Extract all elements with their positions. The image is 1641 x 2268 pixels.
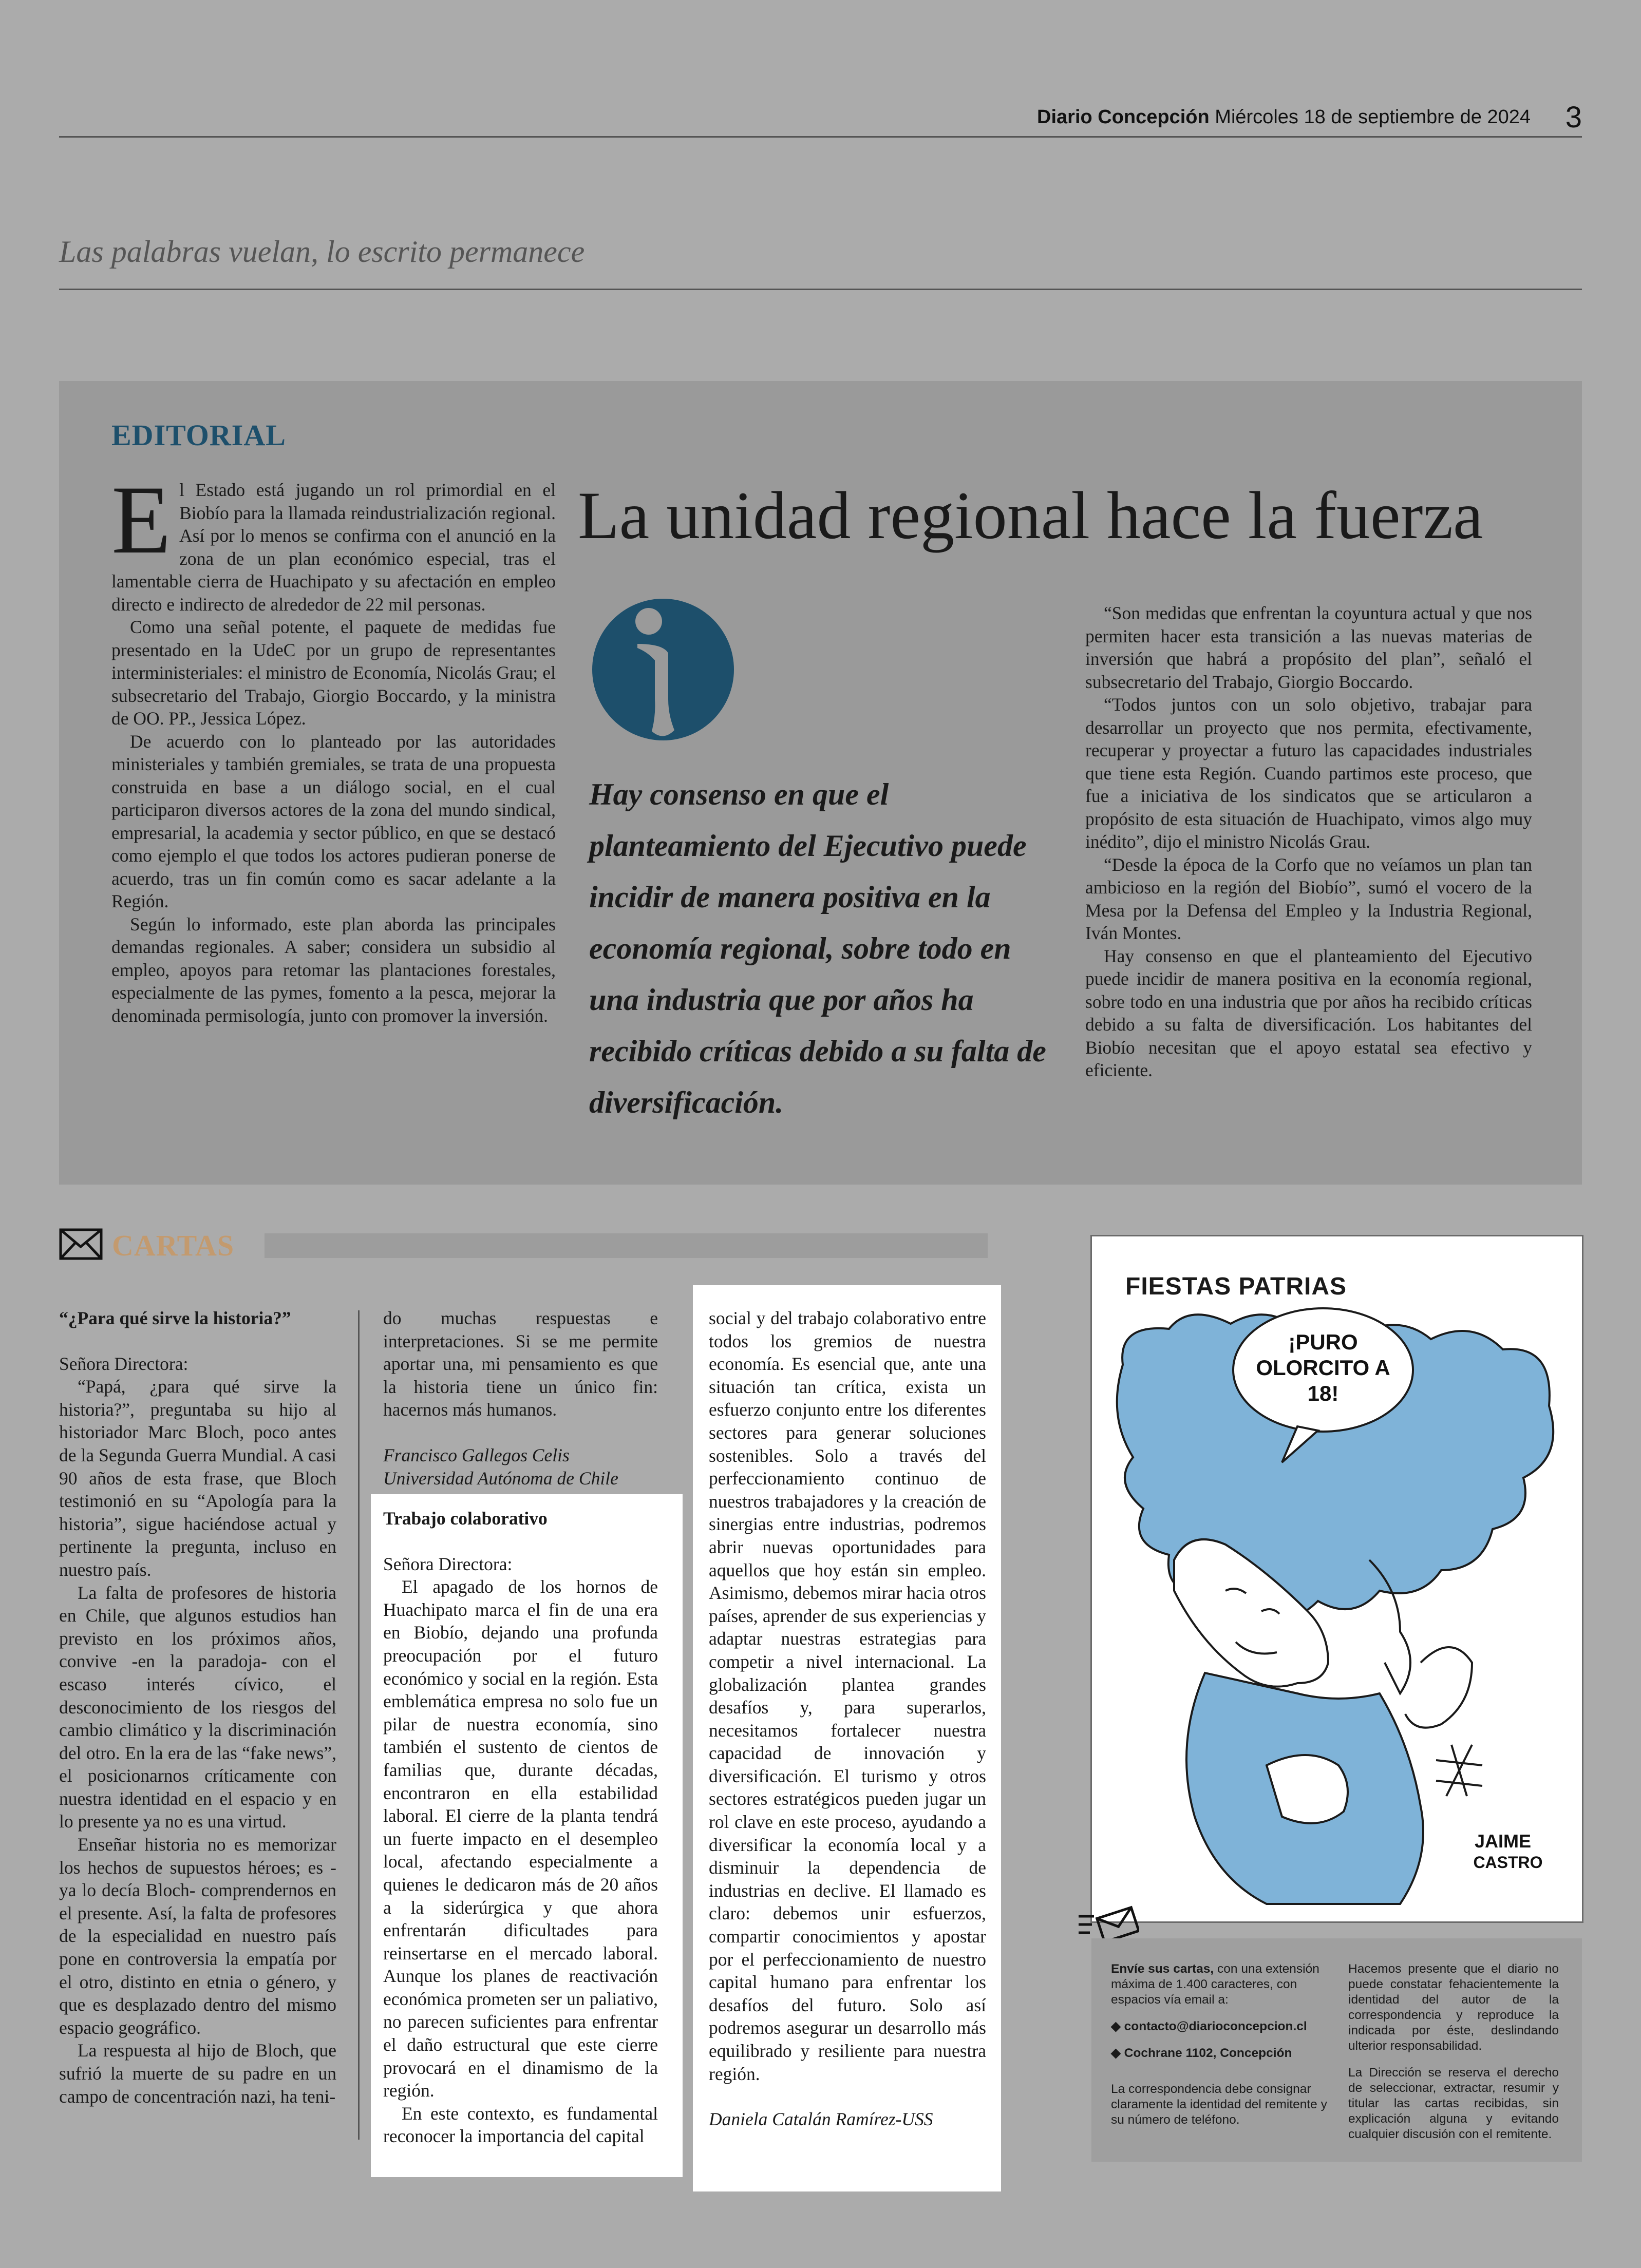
editorial-paragraph: El Estado está jugando un rol primordial en el Biobío para la llamada reindustrialización regional. Así por lo menos se confirma con el anunció en la zona de un plan económico especial, tras el lamentable cierra de Huachipato y su afectación en empleo directo e indirecto de alrededor de 22 mil personas.	[111, 466, 556, 615]
letter-paragraph: “Papá, ¿para qué sirve la historia?”, preguntaba su hijo al historiador Marc Bloch, poco antes de la Segunda Guerra Mundial. A casi 90 años de esta frase, que Bloch testimonió en su “Apología para la historia”, sigue haciéndose actual y pertinente la pregunta, incluso en nuestro país.	[59, 1376, 336, 1580]
letter-salutation: Señora Directora:	[383, 1553, 513, 1574]
svg-text:JAIME: JAIME	[1474, 1831, 1532, 1852]
letters-address: ◆ Cochrane 1102, Concepción	[1111, 2046, 1292, 2060]
letter-title: Trabajo colaborativo	[383, 1508, 548, 1529]
letters-info-left	[1111, 1961, 1337, 2139]
bubble-line: OLORCITO A	[1256, 1356, 1390, 1380]
editorial-paragraph: De acuerdo con lo planteado por las autoridades ministeriales y también gremiales, se trata de una propuesta construida en base a un diálogo social, en el cual participaron diversos actores de la zona del mundo sindical, empresarial, la academia y sector público, en que se destacó como ejemplo el que todos los actores pudieran ponerse de acuerdo, tras un fin común como es sacar adelante a la Región.	[111, 731, 556, 911]
letter-signature-name: Francisco Gallegos Celis	[383, 1444, 570, 1465]
editorial-paragraph: “Desde la época de la Corfo que no veíamos un plan tan ambicioso en la región del Biobío”, sumó el vocero de la Mesa por la Defensa del Empleo y la Industria Regional, Iván Montes.	[1085, 854, 1532, 943]
cartoon-title: FIESTAS PATRIAS	[1125, 1273, 1347, 1300]
drop-cap: E	[111, 466, 172, 574]
page-number: 3	[1565, 101, 1582, 134]
letters-info-intro: Envíe sus cartas, con una extensión máxima de 1.400 caracteres, con espacios vía email a:	[1111, 1962, 1319, 2007]
letters-info-box	[1091, 1938, 1582, 2162]
page-header	[59, 100, 1582, 138]
editorial-paragraph: “Todos juntos con un solo objetivo, trabajar para desarrollar un proyecto que nos permita, efectivamente, recuperar y proyectar a futuro las capacidades industriales que tiene esta Región. Cuando partimos este proceso, que fue a iniciativa de los sindicatos que se articularon a propósito de esta situación de Huachipato, vimos algo muy inédito”, dijo el ministro Nicolás Grau.	[1085, 694, 1532, 852]
letter-signature-org: Universidad Autónoma de Chile	[383, 1467, 618, 1489]
letters-column-2-top	[383, 1307, 658, 1490]
cartas-label: CARTAS	[112, 1229, 235, 1262]
letters-column-3	[709, 1307, 986, 2131]
editorial-column-3	[1085, 602, 1532, 1082]
letter-title: “¿Para qué sirve la historia?”	[59, 1308, 291, 1328]
issue-date: Miércoles 18 de septiembre de 2024	[1215, 106, 1531, 128]
bubble-line: 18!	[1307, 1381, 1339, 1405]
letters-email[interactable]: ◆ contacto@diarioconcepcion.cl	[1111, 2019, 1307, 2033]
letters-column-1	[59, 1307, 336, 2108]
editorial-column-1	[111, 466, 556, 1027]
letter-paragraph: Enseñar historia no es memorizar los hechos de supuestos héroes; es -ya lo decía Bloch- comprendernos en el presente. Así, la falta de profesores de la especialidad en nuestro país pone en controversia la empatía por el otro, distinto en etnia o género, y que es desplazado dentro del mismo espacio geográfico.	[59, 1834, 336, 2038]
section-rule	[265, 1233, 988, 1258]
letters-column-2-bottom	[383, 1507, 658, 2148]
artist-signature	[1473, 1831, 1542, 1872]
letter-signature: Daniela Catalán Ramírez-USS	[709, 2109, 933, 2130]
letter-paragraph: La falta de profesores de historia en Chile, que algunos estudios han previsto en los próximos años, convive -en la paradoja- con el escaso interés cívico, el desconocimiento de los riesgos del cambio climático y la discriminación del otro. En la era de las “fake news”, el posicionarnos críticamente con nuestra identidad en el espacio y en lo presente ya no es una virtud.	[59, 1582, 336, 1832]
editorial-paragraph: Como una señal potente, el paquete de medidas fue presentado en la UdeC por un grupo de representantes interministeriales: el ministro de Economía, Nicolás Grau; el subsecretario del Trabajo, Giorgio Boccardo, y la ministra de OO. PP., Jessica López.	[111, 617, 556, 729]
editorial-pull-quote: Hay consenso en que el planteamiento del Ejecutivo puede incidir de manera positiva en la economía regional, sobre todo en una industria que por años ha recibido críticas debido a su falta de diversificación.	[589, 777, 1046, 1119]
editorial-label: EDITORIAL	[111, 418, 286, 452]
send-mail-icon	[1078, 1905, 1139, 1943]
cartoon-panel	[1090, 1235, 1583, 1923]
editorial-paragraph: Según lo informado, este plan aborda las principales demandas regionales. A saber; considera un subsidio al empleo, apoyos para retomar las plantaciones forestales, especialmente de las pymes, fomento a la pesca, mejorar la denominada permisología, junto con promover la inversión.	[111, 913, 556, 1026]
slogan-text: Las palabras vuelan, lo escrito permanece	[59, 235, 585, 269]
section-slogan	[59, 231, 1582, 290]
newspaper-name: Diario Concepción	[1037, 106, 1210, 128]
editorial-title: La unidad regional hace la fuerza	[578, 478, 1483, 553]
letter-paragraph: do muchas respuestas e interpretaciones. Si se me permite aportar una, mi pensamiento es que la historia tiene un único fin: hacernos más humanos.	[383, 1308, 658, 1420]
letters-info-right	[1348, 1961, 1559, 2153]
editorial-box	[59, 381, 1582, 1185]
diamond-bullet-icon: ◆	[1111, 2046, 1124, 2060]
letters-note: La correspondencia debe consignar claramente la identidad del remitente y su número de teléfono.	[1111, 2082, 1327, 2127]
column-divider	[358, 1310, 360, 2140]
editorial-paragraph: “Son medidas que enfrentan la coyuntura actual y que nos permiten hacer esta transición a las nuevas materias de inversión que habrá a propósito del plan”, señaló el subsecretario del Trabajo, Giorgio Boccardo.	[1085, 603, 1532, 692]
info-icon	[591, 597, 735, 743]
letter-salutation: Señora Directora:	[59, 1353, 188, 1374]
letters-disclaimer: La Dirección se reserva el derecho de seleccionar, extractar, resumir y titular las cartas recibidas, sin explicación alguna y evitando cualquier discusión con el remitente.	[1348, 2066, 1559, 2141]
cartoon-illustration	[1112, 1303, 1564, 1914]
diamond-bullet-icon: ◆	[1111, 2019, 1124, 2033]
editorial-paragraph: Hay consenso en que el planteamiento del Ejecutivo puede incidir de manera positiva en la economía regional, sobre todo en una industria que por años ha recibido críticas debido a su falta de diversificación. Los habitantes del Biobío necesitan que el apoyo estatal sea efectivo y eficiente.	[1085, 945, 1532, 1080]
letter-paragraph: La respuesta al hijo de Bloch, que sufrió la muerte de su padre en un campo de concentración nazi, ha teni-	[59, 2040, 336, 2107]
letter-paragraph: social y del trabajo colaborativo entre todos los gremios de nuestra economía. Es esencial que, ante una situación tan crítica, exista un esfuerzo conjunto entre los diferentes sectores para generar soluciones sostenibles. Solo a través del perfeccionamiento continuo de nuestros trabajadores y la creación de sinergias entre industrias, podremos abrir nuevas oportunidades para aquellos que hoy están sin empleo. Asimismo, debemos mirar hacia otros países, aprender de sus experiencias y adaptar nuestras estrategias para competir a nivel internacional. La globalización plantea grandes desafíos y, para superarlos, necesitamos fortalecer nuestra capacidad de innovación y diversificación. El turismo y otros sectores estratégicos pueden jugar un rol clave en este proceso, ayudando a diversificar la economía local y a disminuir la dependencia de industrias en declive. El llamado es claro: debemos unir esfuerzos, compartir conocimientos y apostar por el perfeccionamiento de nuestro capital humano para enfrentar los desafíos del futuro. Solo así podremos asegurar un desarrollo más equilibrado y resiliente para nuestra región.	[709, 1308, 986, 2084]
letter-paragraph: El apagado de los hornos de Huachipato marca el fin de una era en Biobío, dejando una profunda preocupación por el futuro económico y social en la región. Esta emblemática empresa no solo fue un pilar de nuestra economía, sino también el sustento de cientos de familias que, durante décadas, encontraron en ella estabilidad laboral. El cierre de la planta tendrá un fuerte impacto en el desempleo local, afectando especialmente a quienes le dedicaron más de 20 años a la siderúrgica y que ahora enfrentarán dificultades para reinsertarse en el mercado laboral. Aunque los planes de reactivación económica prometen ser un paliativo, no parecen suficientes para enfrentar el daño estructural que este cierre provocará en el dinamismo de la región.	[383, 1576, 658, 2101]
bubble-line: ¡PURO	[1288, 1330, 1358, 1354]
letter-paragraph: En este contexto, es fundamental reconocer la importancia del capital	[383, 2103, 658, 2147]
header-dateline	[1037, 106, 1531, 128]
envelope-icon	[59, 1228, 103, 1260]
letters-disclaimer: Hacemos presente que el diario no puede constatar fehacientemente la identidad del autor de la correspondencia y reproduce la indicada por éste, deslindando ulterior responsabilidad.	[1348, 1962, 1559, 2053]
svg-text:CASTRO: CASTRO	[1473, 1853, 1543, 1872]
